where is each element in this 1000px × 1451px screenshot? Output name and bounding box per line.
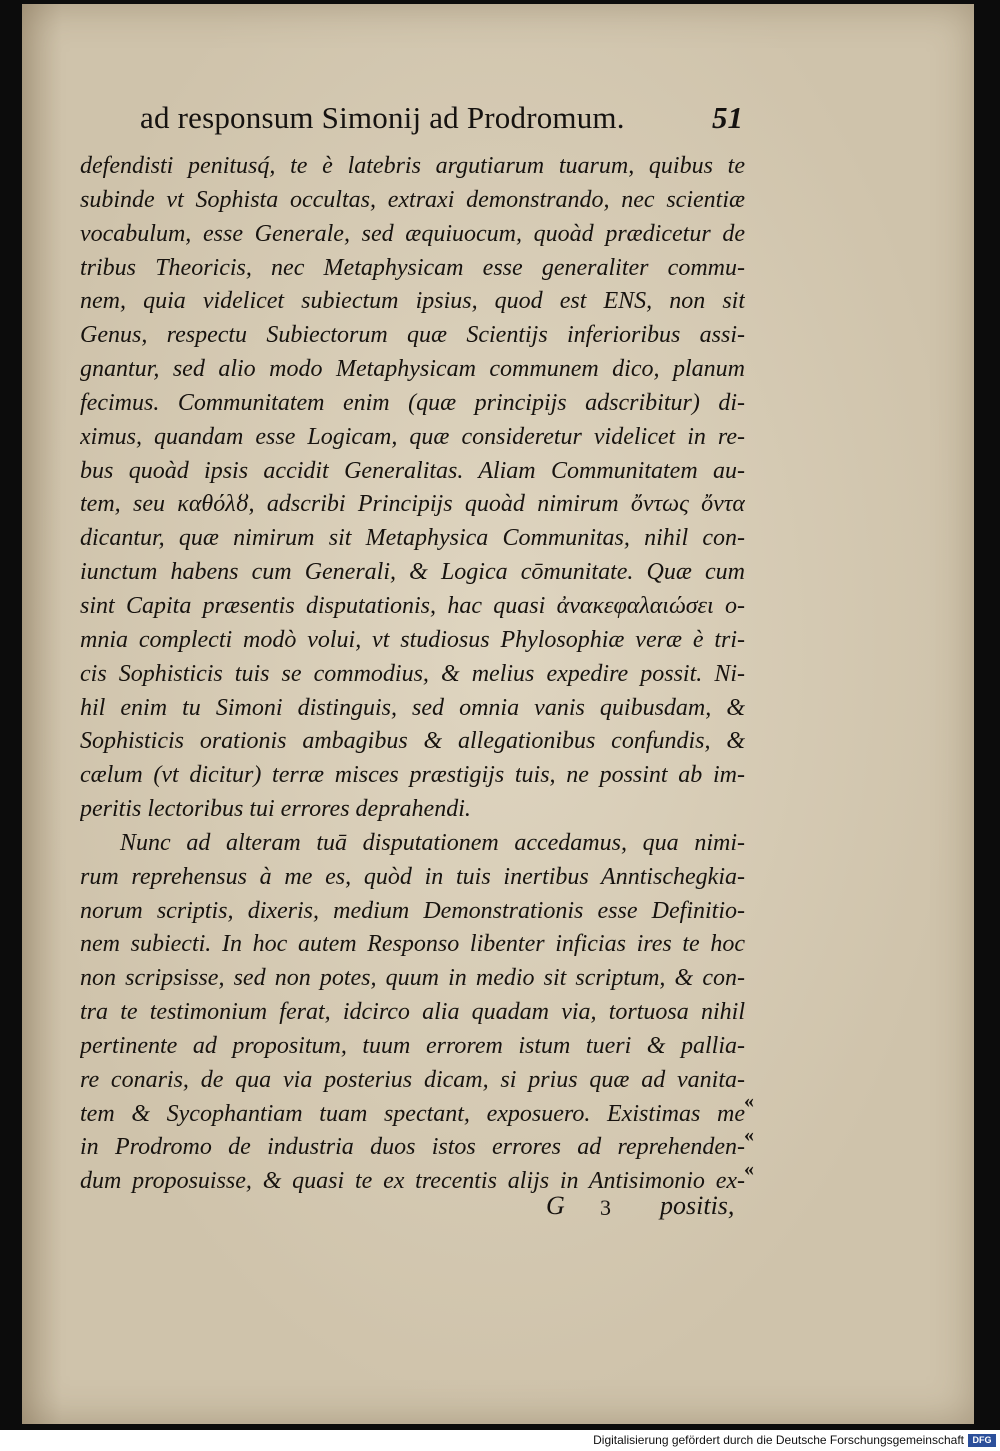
funding-notice: Digitalisierung gefördert durch die Deutsche Forschungsgemeinschaft <box>593 1433 964 1447</box>
text-line: non scripsisse, sed non potes, quum in medio sit scriptum, & con- <box>80 965 745 992</box>
text-line: in Prodromo de industria duos istos errores ad reprehenden- <box>80 1134 745 1161</box>
footer-bar <box>0 1431 1000 1451</box>
text-line: tra te testimonium ferat, idcirco alia quadam via, tortuosa nihil <box>80 999 745 1026</box>
catchword: positis, <box>660 1191 735 1220</box>
text-line: re conaris, de qua via posterius dicam, si prius quæ ad vanita- <box>80 1066 745 1093</box>
text-line: tem, seu καθόλȣ, adscribi Principijs quoàd nimirum ὄντως ὄντα <box>80 491 745 518</box>
text-line: cælum (vt dicitur) terræ misces præstigijs tuis, ne possint ab im- <box>80 762 745 789</box>
margin-quote: « <box>744 1157 754 1180</box>
text-line: iunctum habens cum Generali, & Logica cōmunitate. Quæ cum <box>80 559 745 586</box>
text-line: cis Sophisticis tuis se commodius, & melius expedire possit. Ni- <box>80 660 745 687</box>
text-line: norum scriptis, dixeris, medium Demonstrationis esse Definitio- <box>80 897 745 924</box>
body-text <box>80 150 745 1199</box>
text-line: tribus Theoricis, nec Metaphysicam esse generaliter commu- <box>80 254 745 281</box>
text-line: peritis lectoribus tui errores deprahendi. <box>80 796 471 823</box>
dfg-logo-icon: DFG <box>968 1434 996 1447</box>
text-line: dum proposuisse, & quasi te ex trecentis alijs in Antisimonio ex- <box>80 1168 745 1195</box>
text-line: rum reprehensus à me es, quòd in tuis inertibus Anntischegkia- <box>80 863 745 890</box>
text-line: subinde vt Sophista occultas, extraxi demonstrando, nec scientiæ <box>80 186 745 213</box>
margin-quote-marks <box>744 1090 774 1192</box>
text-line: mnia complecti modò volui, vt studiosus Phylosophiæ veræ è tri- <box>80 626 745 653</box>
text-line: Sophisticis orationis ambagibus & allegationibus confundis, & <box>80 728 745 755</box>
text-line: tem & Sycophantiam tuam spectant, exposuero. Existimas me <box>80 1100 745 1127</box>
text-line: Genus, respectu Subiectorum quæ Scientijs inferioribus assi- <box>80 322 745 349</box>
text-line: nem, quia videlicet subiectum ipsius, quod est ENS, non sit <box>80 288 745 315</box>
margin-quote: « <box>744 1090 754 1112</box>
text-line: nem subiecti. In hoc autem Responso libenter inficias ires te hoc <box>80 931 745 958</box>
running-head: ad responsum Simonij ad Prodromum. <box>140 100 625 135</box>
text-line: dicantur, quæ nimirum sit Metaphysica Communitas, nihil con- <box>80 525 745 552</box>
text-line: vocabulum, esse Generale, sed æquiuocum, quoàd prædicetur de <box>80 220 745 247</box>
text-line: defendisti penitusq́, te è latebris argutiarum tuarum, quibus te <box>80 153 745 179</box>
text-line: sint Capita præsentis disputationis, hac quasi ἀνακεφαλαιώσει o- <box>80 592 745 619</box>
text-line: bus quoàd ipsis accidit Generalitas. Aliam Communitatem au- <box>80 457 745 484</box>
text-line: Nunc ad alteram tuā disputationem accedamus, qua nimi- <box>120 829 745 856</box>
margin-quote: « <box>744 1123 754 1146</box>
text-line: fecimus. Communitatem enim (quæ principijs adscribitur) di- <box>80 389 745 416</box>
text-line: gnantur, sed alio modo Metaphysicam communem dico, planum <box>80 356 745 383</box>
page-number: 51 <box>712 100 743 135</box>
text-line: pertinente ad propositum, tuum errorem istum tueri & pallia- <box>80 1032 745 1059</box>
signature-mark-number: 3 <box>600 1195 611 1220</box>
text-line: ximus, quandam esse Logicam, quæ consideretur videlicet in re- <box>80 423 745 450</box>
text-line: hil enim tu Simoni distinguis, sed omnia vanis quibusdam, & <box>80 694 745 721</box>
signature-mark-letter: G <box>546 1191 565 1220</box>
